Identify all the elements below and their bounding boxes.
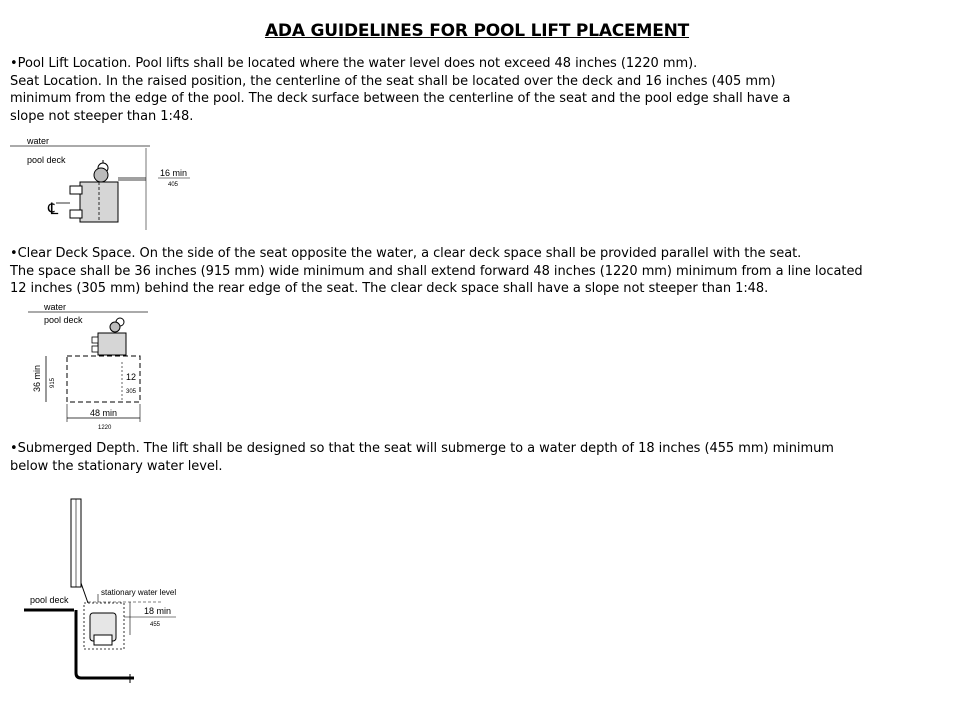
text-line: 12 inches (305 mm) behind the rear edge of the seat. The clear deck space shall have a slope not steeper than 1:48. bbox=[10, 281, 769, 296]
dim-36-min: 36 min bbox=[32, 364, 42, 392]
figure-clear-deck-space bbox=[0, 300, 180, 435]
figure-submerged-depth bbox=[0, 495, 200, 690]
water-label: water bbox=[44, 302, 67, 312]
dim-48-min: 48 min bbox=[90, 408, 118, 418]
pool-deck-label: pool deck bbox=[44, 315, 83, 325]
text-line: •Clear Deck Space. On the side of the seat opposite the water, a clear deck space shall be provided parallel with the seat. bbox=[10, 246, 802, 261]
dim-18-min: 18 min bbox=[144, 606, 172, 616]
dim-16-min: 16 min bbox=[160, 168, 188, 178]
water-label: water bbox=[27, 136, 50, 146]
centerline-symbol: ℄ bbox=[48, 201, 59, 218]
text-line: minimum from the edge of the pool. The deck surface between the centerline of the seat and the pool edge shall have a bbox=[10, 91, 791, 106]
dim-1220-mm: 1220 bbox=[98, 425, 112, 431]
stationary-water-level-label: stationary water level bbox=[101, 588, 177, 597]
pool-deck-label: pool deck bbox=[30, 595, 69, 605]
dim-455-mm: 455 bbox=[150, 622, 161, 628]
figure-seat-location bbox=[0, 130, 200, 230]
dim-305-mm: 305 bbox=[126, 389, 137, 395]
text-line: Seat Location. In the raised position, the centerline of the seat shall be located over the deck and 16 inches (405 mm) bbox=[10, 73, 776, 89]
text-line: below the stationary water level. bbox=[10, 458, 223, 474]
pool-deck-label: pool deck bbox=[27, 155, 66, 165]
text-line: •Pool Lift Location. Pool lifts shall be located where the water level does not exceed 48 inches (1220 mm). bbox=[10, 56, 698, 71]
text-line: •Submerged Depth. The lift shall be designed so that the seat will submerge to a water depth of 18 inches (455 mm) minimum bbox=[10, 441, 834, 456]
dim-12: 12 bbox=[126, 372, 137, 382]
section-clear-deck-space bbox=[10, 245, 863, 298]
text-line: slope not steeper than 1:48. bbox=[10, 108, 194, 124]
page-title: ADA GUIDELINES FOR POOL LIFT PLACEMENT bbox=[264, 21, 690, 41]
dim-915-mm: 915 bbox=[50, 377, 56, 388]
section-pool-lift-location bbox=[10, 55, 790, 125]
dim-405-mm: 405 bbox=[168, 182, 179, 188]
text-line: The space shall be 36 inches (915 mm) wide minimum and shall extend forward 48 inches (1220 mm) minimum from a line located bbox=[10, 263, 863, 279]
section-submerged-depth bbox=[10, 440, 834, 475]
